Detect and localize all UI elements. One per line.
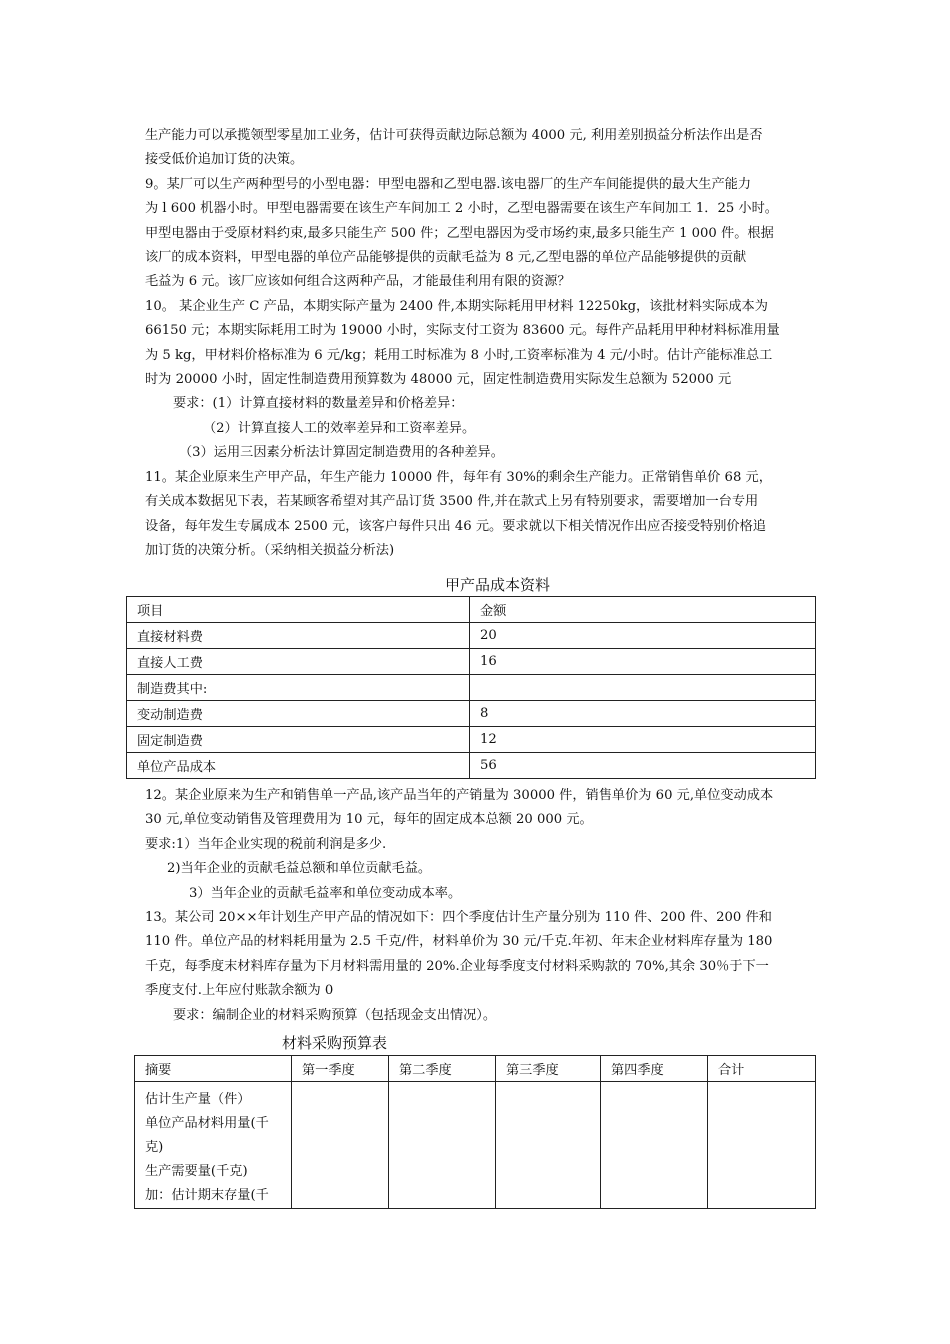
summary-line: 生产需要量(千克) <box>145 1164 248 1179</box>
table-row <box>127 675 816 701</box>
table-cell: 直接人工费 <box>127 649 470 675</box>
paragraph-line: 接受低价追加订货的决策。 <box>145 152 304 168</box>
paragraph-line: 时为 20000 小时，固定性制造费用预算数为 48000 元，固定性制造费用实际发生总额为 52000 元 <box>145 372 732 388</box>
requirement-line: 3）当年企业的贡献毛益率和单位变动成本率。 <box>189 885 462 901</box>
table-cell: 直接材料费 <box>127 623 470 649</box>
table-cell <box>601 1082 708 1209</box>
paragraph-line: 为 l 600 机器小时。甲型电器需要在该生产车间加工 2 小时，乙型电器需要在该生产车间加工 1．25 小时。 <box>145 201 778 217</box>
summary-line: 克) <box>145 1140 164 1155</box>
table-header-cell: 项目 <box>127 597 470 623</box>
paragraph-line: 甲型电器由于受原材料约束,最多只能生产 500 件；乙型电器因为受市场约束,最多只能生产 1 000 件。根据 <box>145 225 774 241</box>
summary-line: 加：估计期末存量(千 <box>145 1188 269 1203</box>
table-cell: 12 <box>470 727 816 753</box>
paragraph-line: 生产能力可以承揽领型零星加工业务，估计可获得贡献边际总额为 4000 元, 利用差别损益分析法作出是否 <box>145 128 763 143</box>
table-header-cell: 金额 <box>470 597 816 623</box>
question-11-line: 11。某企业原来生产甲产品，年生产能力 10000 件，每年有 30%的剩余生产能力。正常销售单价 68 元， <box>145 469 772 485</box>
text-block-middle <box>145 784 813 1028</box>
budget-table <box>134 1055 816 1209</box>
paragraph-line: 毛益为 6 元。该厂应该如何组合这两种产品，才能最佳利用有限的资源？ <box>145 274 571 290</box>
paragraph-line: 设备，每年发生专属成本 2500 元，该客户每件只出 46 元。要求就以下相关情况作出应否接受特别价格追 <box>145 518 766 534</box>
question-13-line: 13。某公司 20××年计划生产甲产品的情况如下：四个季度估计生产量分别为 110 件、200 件、200 件和 <box>145 910 772 926</box>
summary-line: 估计生产量（件） <box>145 1092 251 1107</box>
question-12-line: 12。某企业原来为生产和销售单一产品,该产品当年的产销量为 30000 件，销售单价为 60 元,单位变动成本 <box>145 788 774 803</box>
table-header-cell: 第二季度 <box>389 1056 496 1082</box>
question-9-line: 9。某厂可以生产两种型号的小型电器：甲型电器和乙型电器.该电器厂的生产车间能提供的最大生产能力 <box>145 176 752 192</box>
table-cell <box>496 1082 601 1209</box>
requirement-line: 2)当年企业的贡献毛益总额和单位贡献毛益。 <box>167 861 432 877</box>
table-row <box>127 623 816 649</box>
paragraph-line: 110 件。单位产品的材料耗用量为 2.5 千克/件，材料单价为 30 元/千克.年初、年末企业材料库存量为 180 <box>145 934 773 950</box>
table-row <box>127 649 816 675</box>
table-cell <box>470 675 816 701</box>
table-row <box>127 727 816 753</box>
paragraph-line: 30 元,单位变动销售及管理费用为 10 元，每年的固定成本总额 20 000 元。 <box>145 812 593 828</box>
paragraph-line: 加订货的决策分析。（采纳相关损益分析法) <box>145 542 395 558</box>
requirement-line: 要求：(1）计算直接材料的数量差异和价格差异： <box>173 396 464 412</box>
table-cell <box>389 1082 496 1209</box>
text-block-top <box>145 124 813 563</box>
cost-table-title: 甲产品成本资料 <box>445 576 551 594</box>
table-cell: 单位产品成本 <box>127 753 470 779</box>
table-cell: 56 <box>470 753 816 779</box>
paragraph-line: 有关成本数据见下表，若某顾客希望对其产品订货 3500 件,并在款式上另有特别要求，需要增加一台专用 <box>145 494 759 510</box>
table-cell: 20 <box>470 623 816 649</box>
requirement-line: （2）计算直接人工的效率差异和工资率差异。 <box>203 420 476 436</box>
table-row <box>127 701 816 727</box>
table-cell: 制造费其中: <box>127 675 470 701</box>
table-header-cell: 合计 <box>708 1056 816 1082</box>
table-header-row <box>135 1056 816 1082</box>
table-row <box>135 1082 816 1209</box>
requirement-line: （3）运用三因素分析法计算固定制造费用的各种差异。 <box>179 445 504 461</box>
table-cell <box>292 1082 389 1209</box>
requirement-line: 要求:1）当年企业实现的税前利润是多少. <box>145 836 387 852</box>
table-row <box>127 753 816 779</box>
table-cell <box>708 1082 816 1209</box>
summary-cell <box>135 1082 292 1209</box>
table-header-cell: 第三季度 <box>496 1056 601 1082</box>
paragraph-line: 66150 元；本期实际耗用工时为 19000 小时，实际支付工资为 83600 元。每件产品耗用甲种材料标准用量 <box>145 323 780 339</box>
table-header-cell: 摘要 <box>135 1056 292 1082</box>
paragraph-line: 为 5 kg，甲材料价格标准为 6 元/kg；耗用工时标准为 8 小时,工资率标准为 4 元/小时。估计产能标准总工 <box>145 347 773 363</box>
table-cell: 变动制造费 <box>127 701 470 727</box>
question-10-line: 10。 某企业生产 C 产品，本期实际产量为 2400 件,本期实际耗用甲材料 12250kg，该批材料实际成本为 <box>145 298 768 314</box>
paragraph-line: 季度支付.上年应付账款余额为 0 <box>145 983 334 999</box>
cost-table <box>126 596 816 779</box>
table-cell: 16 <box>470 649 816 675</box>
table-header-row <box>127 597 816 623</box>
table-header-cell: 第一季度 <box>292 1056 389 1082</box>
paragraph-line: 该厂的成本资料，甲型电器的单位产品能够提供的贡献毛益为 8 元,乙型电器的单位产品能够提供的贡献 <box>145 250 747 266</box>
table-cell: 8 <box>470 701 816 727</box>
summary-line: 单位产品材料用量(千 <box>145 1116 269 1131</box>
table-header-cell: 第四季度 <box>601 1056 708 1082</box>
budget-table-title: 材料采购预算表 <box>282 1034 388 1052</box>
requirement-line: 要求：编制企业的材料采购预算（包括现金支出情况）。 <box>173 1007 497 1023</box>
paragraph-line: 千克，每季度末材料库存量为下月材料需用量的 20%.企业每季度支付材料采购款的 70%,其余 30％于下一 <box>145 958 769 974</box>
table-cell: 固定制造费 <box>127 727 470 753</box>
